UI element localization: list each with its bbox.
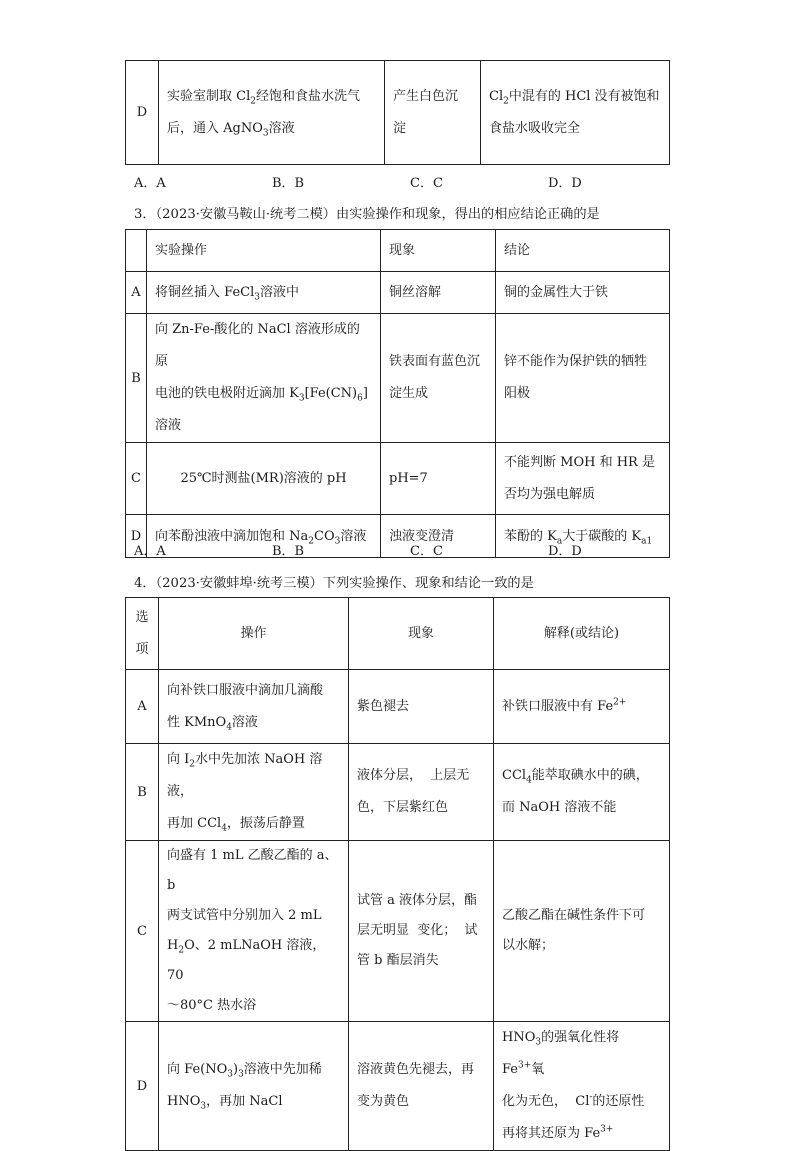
- header-conclusion: 结论: [496, 230, 670, 272]
- option-c[interactable]: C．C: [410, 176, 443, 191]
- text: Cl: [489, 88, 504, 104]
- conclusion-cell: 铜的金属性大于铁: [496, 272, 670, 314]
- text: 色，下层紫红色: [357, 800, 449, 815]
- operation-cell: [159, 841, 349, 1022]
- table-row: [126, 272, 670, 314]
- subscript: 3: [535, 1037, 542, 1048]
- text: ～80°C 热水浴: [167, 998, 257, 1013]
- subscript: 3: [200, 1101, 207, 1112]
- phenomenon-cell: [349, 841, 494, 1022]
- header-operation: 操作: [159, 598, 349, 670]
- superscript: 3+: [600, 1124, 614, 1135]
- text: 向苯酚浊液中滴加饱和 Na: [155, 528, 309, 544]
- text: 管 b 酯层消失: [357, 953, 439, 968]
- subscript: 3: [298, 393, 305, 404]
- row-label: A: [126, 272, 147, 314]
- text: 溶液中: [259, 285, 299, 300]
- q4-table: [125, 597, 670, 1151]
- subscript: 3: [334, 536, 341, 547]
- option-a[interactable]: A．A: [134, 176, 166, 191]
- operation-cell: [159, 744, 349, 841]
- text: 向盛有 1 mL 乙酸乙酯的 a、b: [167, 848, 338, 893]
- q4-stem: 4．（2023·安徽蚌埠·统考三模）下列实验操作、现象和结论一致的是: [134, 576, 534, 591]
- text: CO: [314, 528, 335, 544]
- table-header-row: [126, 230, 670, 272]
- operation-cell: [159, 61, 385, 165]
- header-phenomenon: 现象: [349, 598, 494, 670]
- option-c[interactable]: C．C: [410, 544, 443, 559]
- text: 后，通入 AgNO: [167, 120, 263, 136]
- superscript: 2+: [613, 697, 627, 708]
- text: 液体分层， 上层无: [357, 768, 470, 783]
- text: 溶液: [231, 714, 258, 730]
- text: 苯酚的 K: [504, 528, 557, 544]
- superscript: -: [589, 1092, 593, 1103]
- text: 向 Fe(NO: [167, 1062, 228, 1077]
- conclusion-cell: [496, 443, 670, 515]
- text: 食盐水吸收完全: [489, 120, 581, 136]
- text: 两支试管中分别加入 2 mL: [167, 908, 322, 923]
- table-row: [126, 314, 670, 443]
- option-d[interactable]: D．D: [548, 176, 582, 191]
- text: ): [232, 1062, 239, 1077]
- option-a[interactable]: A．A: [134, 544, 166, 559]
- conclusion-cell: [496, 314, 670, 443]
- subscript: 2: [189, 759, 196, 770]
- text: 再加 CCl: [167, 816, 222, 831]
- text: 项: [135, 641, 149, 657]
- operation-cell: [159, 1022, 349, 1151]
- header-phenomenon: 现象: [381, 230, 496, 272]
- subscript: 6: [357, 393, 363, 404]
- row-label: B: [126, 744, 159, 841]
- text: 向 Zn-Fe-酸化的 NaCl 溶液形成的原: [155, 322, 360, 369]
- subscript: 3: [227, 1069, 233, 1080]
- text: 阳极: [504, 386, 531, 401]
- phenomenon-cell: [381, 314, 496, 443]
- text: 实验室制取 Cl: [167, 88, 251, 104]
- row-label: C: [126, 841, 159, 1022]
- text: HNO: [167, 1094, 201, 1109]
- table-row: [126, 744, 670, 841]
- text: 溶液: [155, 418, 182, 433]
- text: 溶液: [340, 528, 367, 544]
- operation-cell: [147, 314, 381, 443]
- text: ，振荡后静置: [226, 816, 305, 831]
- table-row: [126, 1022, 670, 1151]
- phenomenon-cell: [385, 61, 481, 165]
- operation-cell: 25℃时测盐(MR)溶液的 pH: [147, 443, 381, 515]
- text: 铁表面有蓝色沉: [389, 354, 481, 369]
- option-b[interactable]: B．B: [272, 176, 305, 191]
- text: 而 NaOH 溶液不能: [502, 800, 617, 815]
- text: 溶液中先加稀: [243, 1062, 322, 1077]
- phenomenon-cell: [349, 744, 494, 841]
- text: 氧: [531, 1062, 545, 1077]
- text: 试管 a 液体分层，酯: [357, 893, 478, 908]
- text: 补铁口服液中有 Fe: [502, 699, 614, 714]
- text: 淀生成: [389, 386, 429, 401]
- subscript: 4: [226, 722, 232, 733]
- row-label: B: [126, 314, 147, 443]
- row-label: D: [126, 61, 159, 165]
- text: 锌不能作为保护铁的牺牲: [504, 354, 648, 369]
- text: 否均为强电解质: [504, 486, 596, 502]
- text: 产生白色沉: [393, 88, 459, 104]
- q3-stem: 3．（2023·安徽马鞍山·统考二模）由实验操作和现象，得出的相应结论正确的是: [134, 207, 600, 222]
- header-operation: 实验操作: [147, 230, 381, 272]
- header-explanation: 解释(或结论): [494, 598, 670, 670]
- text: 以水解；: [502, 938, 555, 953]
- row-label: D: [126, 1022, 159, 1151]
- text: 中混有的 HCl 没有被饱和: [508, 88, 660, 104]
- text: 再将其还原为 Fe: [502, 1126, 601, 1141]
- phenomenon-cell: 紫色褪去: [349, 670, 494, 744]
- subscript: 3: [262, 128, 269, 139]
- text: ，再加 NaCl: [206, 1094, 283, 1109]
- text: 溶液黄色先褪去，再: [357, 1062, 475, 1077]
- table-row: [126, 670, 670, 744]
- text: O、2 mLNaOH 溶液，70: [167, 938, 326, 983]
- q2-answer-options: [134, 172, 674, 192]
- text: 淀: [393, 120, 407, 136]
- text: 电池的铁电极附近滴加 K: [155, 386, 299, 401]
- text: ]: [362, 386, 368, 401]
- table-row: [126, 443, 670, 515]
- subscript: 2: [250, 96, 256, 107]
- subscript: a: [556, 536, 563, 547]
- subscript: 2: [308, 536, 314, 547]
- row-label: D: [126, 515, 147, 558]
- subscript: a1: [641, 536, 653, 547]
- subscript: 2: [178, 945, 185, 956]
- conclusion-cell: [494, 841, 670, 1022]
- text: 水中先加浓 NaOH 溶液，: [167, 752, 323, 799]
- text: 大于碳酸的 K: [562, 528, 642, 544]
- text: 变为黄色: [357, 1094, 410, 1109]
- q3-table: [125, 229, 670, 558]
- text: 化为无色， Cl: [502, 1094, 590, 1109]
- text: H: [167, 938, 179, 953]
- table-row: [126, 61, 670, 165]
- option-b[interactable]: B．B: [272, 544, 305, 559]
- text: CCl: [502, 768, 527, 783]
- text: 溶液: [268, 120, 295, 136]
- subscript: 2: [503, 96, 509, 107]
- q2-table-tail: [125, 60, 670, 165]
- phenomenon-cell: [349, 1022, 494, 1151]
- table-header-row: [126, 598, 670, 670]
- conclusion-cell: [494, 744, 670, 841]
- text: 性 KMnO: [167, 714, 227, 730]
- text: 层无明显 变化； 试: [357, 923, 478, 938]
- text: 乙酸乙酯在碱性条件下可: [502, 908, 646, 923]
- row-label: C: [126, 443, 147, 515]
- conclusion-cell: [494, 1022, 670, 1151]
- row-label: A: [126, 670, 159, 744]
- superscript: 3+: [518, 1060, 532, 1071]
- text: 的还原性: [592, 1094, 645, 1109]
- option-d[interactable]: D．D: [548, 544, 582, 559]
- operation-cell: [159, 670, 349, 744]
- text: 的强氧化性将 Fe: [502, 1030, 620, 1077]
- text: 经饱和食盐水洗气: [255, 88, 360, 104]
- operation-cell: [147, 272, 381, 314]
- text: [Fe(CN): [304, 386, 358, 401]
- text: 将铜丝插入 FeCl: [155, 285, 255, 300]
- subscript: 3: [254, 292, 260, 303]
- phenomenon-cell: 铜丝溶解: [381, 272, 496, 314]
- conclusion-cell: [494, 670, 670, 744]
- conclusion-cell: [481, 61, 670, 165]
- text: HNO: [502, 1030, 536, 1045]
- text: 选: [135, 609, 149, 625]
- table-row: [126, 841, 670, 1022]
- q3-answer-options: [134, 540, 674, 560]
- subscript: 4: [526, 775, 532, 786]
- text: 不能判断 MOH 和 HR 是: [504, 454, 655, 470]
- phenomenon-cell: 浊液变澄清: [381, 515, 496, 558]
- phenomenon-cell: pH=7: [381, 443, 496, 515]
- text: 向 I: [167, 752, 190, 767]
- header-blank: [126, 230, 147, 272]
- text: 能萃取碘水中的碘，: [531, 768, 649, 783]
- subscript: 3: [238, 1069, 244, 1080]
- subscript: 4: [221, 823, 227, 834]
- header-option: [126, 598, 159, 670]
- text: 向补铁口服液中滴加几滴酸: [167, 682, 324, 698]
